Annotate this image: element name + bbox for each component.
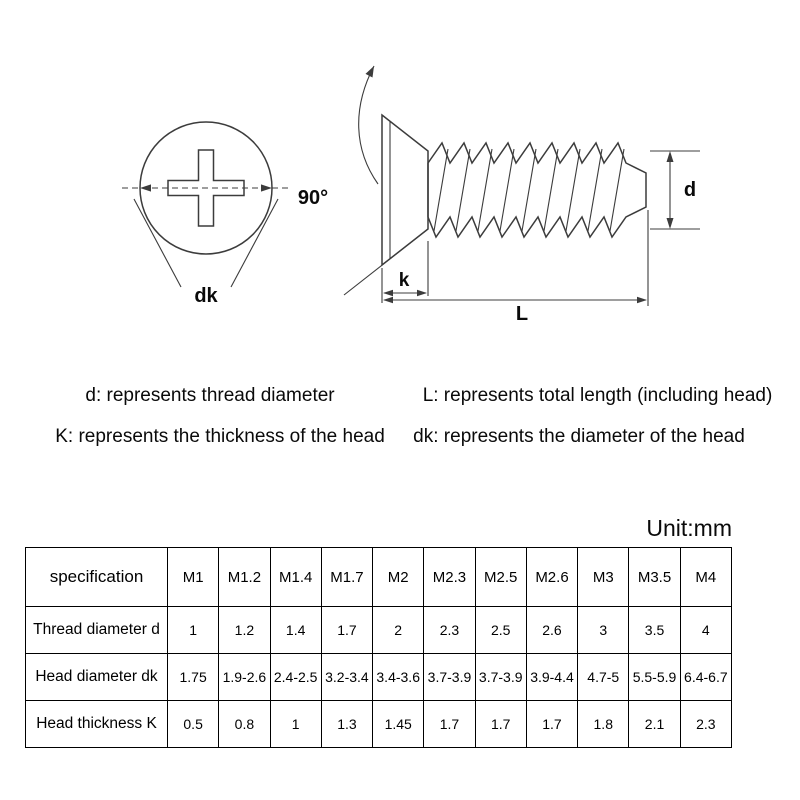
definition-dk: dk: represents the diameter of the head <box>413 426 745 447</box>
d-arrow-down-icon <box>667 218 674 229</box>
definition-d: d: represents thread diameter <box>85 385 335 406</box>
spec-cell: 0.5 <box>168 701 219 748</box>
k-arrow-left-icon <box>383 290 393 296</box>
dk-leader-left <box>134 199 181 287</box>
spec-cell: 2.5 <box>475 607 526 654</box>
spec-cell: 2.3 <box>424 607 475 654</box>
spec-cell: 3 <box>578 607 629 654</box>
spec-header-cell: M2.5 <box>475 548 526 607</box>
spec-cell: 2.4-2.5 <box>270 654 321 701</box>
d-arrow-up-icon <box>667 151 674 162</box>
definition-l: L: represents total length (including head) <box>422 385 773 406</box>
spec-cell: 1.7 <box>321 607 372 654</box>
spec-cell: 5.5-5.9 <box>629 654 680 701</box>
dk-leader-right <box>231 199 278 287</box>
spec-cell: 4 <box>680 607 731 654</box>
row-label-cell: Head diameter dk <box>26 654 168 701</box>
spec-table <box>25 547 732 748</box>
spec-cell: 3.2-3.4 <box>321 654 372 701</box>
screw-head-top-view <box>122 122 290 307</box>
spec-cell: 3.9-4.4 <box>526 654 577 701</box>
spec-cell: 1.45 <box>373 701 424 748</box>
spec-cell: 1.8 <box>578 701 629 748</box>
spec-cell: 3.5 <box>629 607 680 654</box>
table-row <box>26 701 732 748</box>
spec-header-cell: M1 <box>168 548 219 607</box>
spec-header-cell: M2.3 <box>424 548 475 607</box>
l-arrow-right-icon <box>637 297 647 303</box>
spec-header-cell: specification <box>26 548 168 607</box>
spec-cell: 3.4-3.6 <box>373 654 424 701</box>
arrowhead-left-icon <box>140 184 151 191</box>
table-row <box>26 654 732 701</box>
d-dimension-label: d <box>683 179 697 201</box>
thread-helix-lines <box>434 149 624 231</box>
angle-label: 90° <box>297 187 329 209</box>
spec-cell: 3.7-3.9 <box>424 654 475 701</box>
spec-cell: 2.1 <box>629 701 680 748</box>
spec-cell: 3.7-3.9 <box>475 654 526 701</box>
spec-cell: 1.4 <box>270 607 321 654</box>
spec-cell: 2.6 <box>526 607 577 654</box>
screw-side-view <box>298 66 700 325</box>
spec-header-cell: M1.4 <box>270 548 321 607</box>
thread-profile <box>428 143 646 237</box>
spec-cell: 1.7 <box>424 701 475 748</box>
spec-cell: 1.9-2.6 <box>219 654 270 701</box>
spec-header-cell: M1.2 <box>219 548 270 607</box>
l-dimension-label: L <box>515 303 529 325</box>
table-row <box>26 607 732 654</box>
spec-cell: 1.7 <box>526 701 577 748</box>
spec-cell: 4.7-5 <box>578 654 629 701</box>
definition-k: K: represents the thickness of the head <box>55 426 385 447</box>
spec-cell: 2 <box>373 607 424 654</box>
spec-cell: 0.8 <box>219 701 270 748</box>
k-dimension-label: k <box>398 270 410 291</box>
spec-cell: 1.3 <box>321 701 372 748</box>
dk-dimension-label: dk <box>194 285 218 307</box>
angle-arc <box>359 66 378 184</box>
spec-cell: 1.75 <box>168 654 219 701</box>
spec-header-cell: M1.7 <box>321 548 372 607</box>
spec-header-cell: M4 <box>680 548 731 607</box>
spec-cell: 6.4-6.7 <box>680 654 731 701</box>
spec-cell: 1.2 <box>219 607 270 654</box>
row-label-cell: Head thickness K <box>26 701 168 748</box>
spec-cell: 1.7 <box>475 701 526 748</box>
spec-header-cell: M2 <box>373 548 424 607</box>
spec-header-cell: M3 <box>578 548 629 607</box>
spec-cell: 2.3 <box>680 701 731 748</box>
k-arrow-right-icon <box>417 290 427 296</box>
arrowhead-right-icon <box>261 184 272 191</box>
spec-cell: 1 <box>270 701 321 748</box>
screw-head-profile <box>382 115 428 265</box>
spec-cell: 1 <box>168 607 219 654</box>
screw-technical-drawing <box>0 0 800 345</box>
l-arrow-left-icon <box>383 297 393 303</box>
row-label-cell: Thread diameter d <box>26 607 168 654</box>
unit-label: Unit:mm <box>646 515 732 541</box>
table-header-row <box>26 548 732 607</box>
spec-header-cell: M3.5 <box>629 548 680 607</box>
spec-header-cell: M2.6 <box>526 548 577 607</box>
arc-arrowhead-icon <box>366 66 375 78</box>
